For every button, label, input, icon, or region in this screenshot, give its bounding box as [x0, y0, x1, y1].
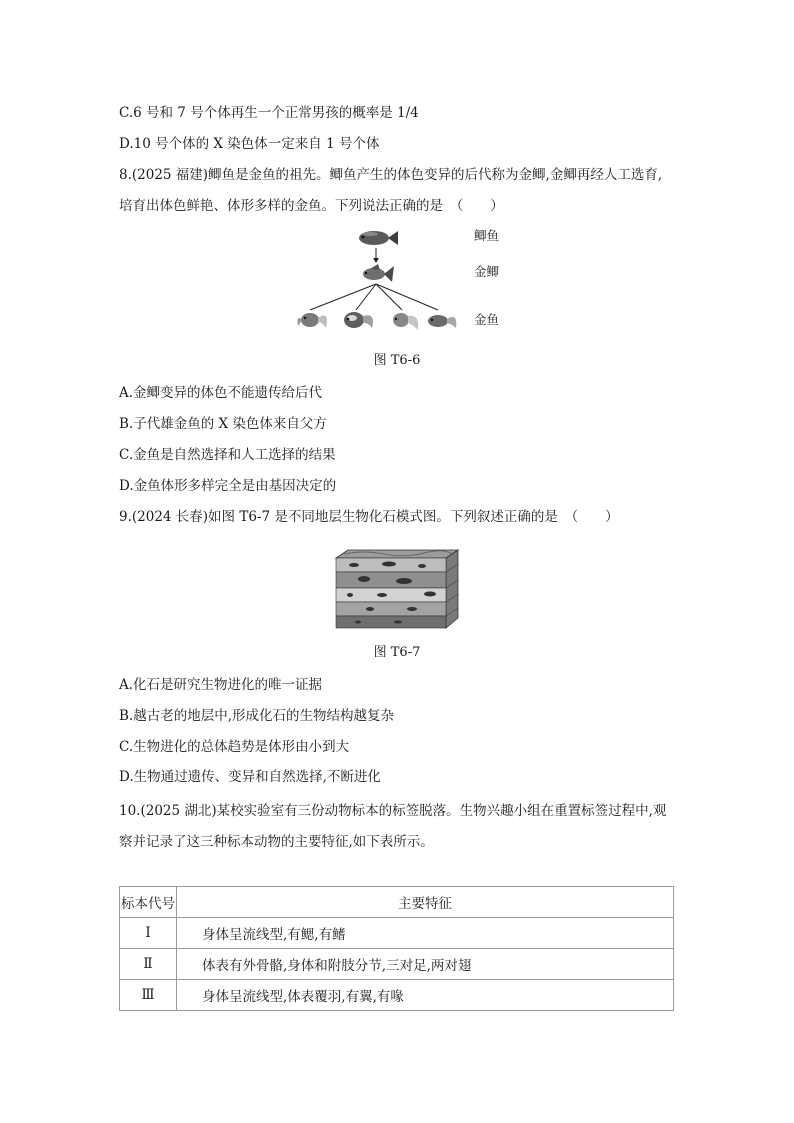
arrow-head — [373, 258, 379, 263]
question-8-stem-line-2: 培育出体色鲜艳、体形多样的金鱼。下列说法正确的是 （ ） — [119, 198, 504, 214]
label-golden-crucian: 金鲫 — [474, 264, 500, 279]
question-8-option-d: D.金鱼体形多样完全是由基因决定的 — [119, 478, 337, 494]
question-9-option-d: D.生物通过遗传、变异和自然选择,不断进化 — [119, 769, 381, 785]
question-8-option-b: B.子代雄金鱼的 X 染色体来自父方 — [119, 416, 327, 432]
question-9-stem: 9.(2024 长春)如图 T6-7 是不同地层生物化石模式图。下列叙述正确的是 （ ） — [119, 509, 619, 525]
figure-t6-7-caption: 图 T6-7 — [373, 645, 421, 660]
crucian-carp-image — [359, 231, 398, 245]
question-8-stem-line-1: 8.(2025 福建)鲫鱼是金鱼的祖先。鲫鱼产生的体色变异的后代称为金鲫,金鲫再经人工选育, — [119, 167, 663, 183]
specimen-code-cell: Ⅰ — [120, 918, 177, 949]
question-8-option-c: C.金鱼是自然选择和人工选择的结果 — [119, 447, 336, 463]
table-header-row — [120, 887, 674, 918]
specimen-feature-cell: 体表有外骨骼,身体和附肢分节,三对足,两对翅 — [177, 949, 674, 980]
header-specimen-code: 标本代号 — [120, 887, 177, 918]
question-9-option-b: B.越古老的地层中,形成化石的生物结构越复杂 — [119, 708, 395, 724]
header-main-features: 主要特征 — [177, 887, 674, 918]
fossil-strata-diagram — [334, 548, 460, 630]
specimen-code-cell: Ⅱ — [120, 949, 177, 980]
question-10-stem-line-1: 10.(2025 湖北)某校实验室有三份动物标本的标签脱落。生物兴趣小组在重置标签过程中,观 — [119, 803, 667, 819]
goldfish-variety-1-image — [298, 313, 328, 328]
specimen-feature-cell: 身体呈流线型,有鳃,有鳍 — [177, 918, 674, 949]
question-7-option-d: D.10 号个体的 X 染色体一定来自 1 号个体 — [119, 136, 380, 152]
specimen-feature-cell: 身体呈流线型,体表覆羽,有翼,有喙 — [177, 980, 674, 1011]
table-row — [120, 949, 674, 980]
label-goldfish: 金鱼 — [474, 312, 500, 327]
specimen-code-cell: Ⅲ — [120, 980, 177, 1011]
label-crucian-carp: 鲫鱼 — [474, 228, 500, 243]
figure-t6-6-caption: 图 T6-6 — [373, 353, 421, 368]
golden-crucian-image — [363, 264, 394, 282]
goldfish-variety-4-image — [428, 315, 456, 328]
fossil-strata-figure — [334, 548, 460, 630]
question-7-option-c: C.6 号和 7 号个体再生一个正常男孩的概率是 1/4 — [119, 105, 419, 121]
table-row — [120, 918, 674, 949]
branch-lines — [310, 284, 438, 310]
question-8-option-a: A.金鲫变异的体色不能遗传给后代 — [119, 385, 323, 401]
question-9-option-c: C.生物进化的总体趋势是体形由小到大 — [119, 739, 350, 755]
goldfish-variety-3-image — [393, 313, 418, 330]
question-10-stem-line-2: 察并记录了这三种标本动物的主要特征,如下表所示。 — [119, 834, 434, 850]
goldfish-variety-2-image — [344, 312, 373, 328]
table-row — [120, 980, 674, 1011]
specimen-features-table — [119, 886, 674, 1011]
question-9-option-a: A.化石是研究生物进化的唯一证据 — [119, 677, 323, 693]
